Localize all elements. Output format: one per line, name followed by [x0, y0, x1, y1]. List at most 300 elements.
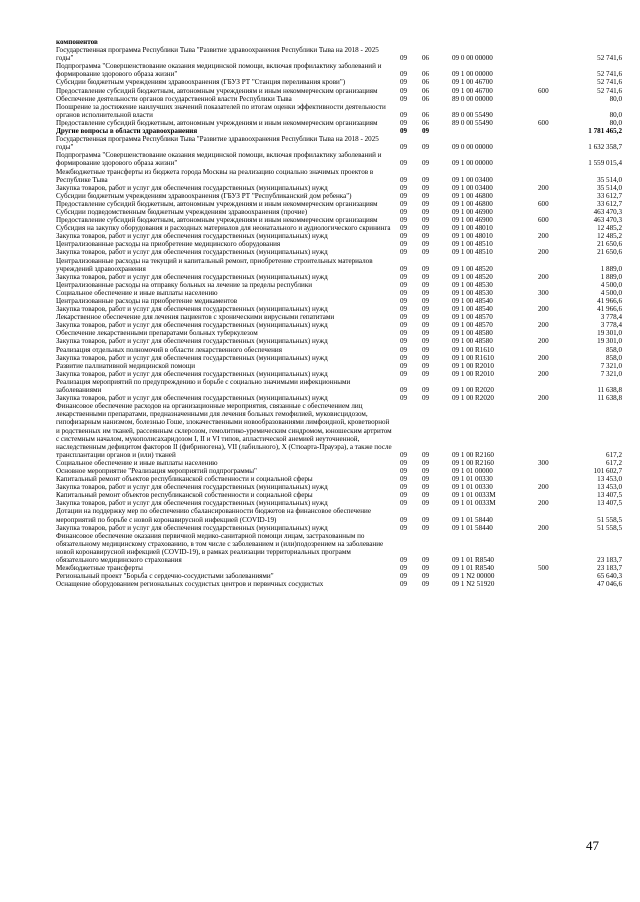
expense-type-code-cell: 500	[538, 564, 549, 573]
table-row	[56, 297, 622, 305]
table-row	[56, 313, 622, 321]
subsection-code-cell: 06	[422, 118, 430, 127]
target-item-code-cell: 09 1 00 48510	[452, 240, 493, 249]
amount-cell: 858,0	[606, 353, 622, 362]
expense-type-code-cell	[538, 192, 566, 200]
row-name-cell: Реализация отдельных полномочий в области лекарственного обеспечения	[56, 345, 282, 354]
amount-cell: 19 301,0	[597, 337, 622, 346]
row-name-cell: Закупка товаров, работ и услуг для обеспечения государственных (муниципальных) нужд	[56, 248, 328, 257]
table-row	[56, 459, 622, 467]
target-item-code-cell: 09 1 00 R2010	[452, 369, 494, 378]
row-name-cell: Подпрограмма "Совершенствование оказания медицинской помощи, включая профилактику заболеваний и формирование здорового образа жизни"	[56, 62, 382, 79]
expense-type-code-cell	[538, 329, 566, 337]
section-code-cell	[400, 38, 422, 46]
table-row	[56, 491, 622, 499]
table-row	[56, 208, 622, 216]
subsection-code-cell: 09	[422, 216, 430, 225]
subsection-code-cell: 09	[422, 572, 430, 581]
expense-type-code-cell	[538, 297, 566, 305]
subsection-code-cell: 09	[422, 199, 430, 208]
subsection-code-cell: 09	[422, 272, 430, 281]
row-name-cell: Субсидии бюджетным учреждениям здравоохранения (ГБУЗ РТ "Республиканский дом ребенка")	[56, 191, 352, 200]
section-code-cell: 09	[400, 523, 408, 532]
row-name-cell: Оснащение оборудованием региональных сосудистых центров и первичных сосудистых	[56, 580, 324, 589]
section-code-cell: 09	[400, 499, 408, 508]
subsection-code-cell: 09	[422, 353, 430, 362]
expense-type-code-cell	[538, 475, 566, 483]
subsection-code-cell: 09	[422, 191, 430, 200]
target-item-code-cell: 09 1 00 46900	[452, 207, 493, 216]
subsection-code-cell: 06	[422, 94, 430, 103]
subsection-code-cell: 09	[422, 313, 430, 322]
expense-type-code-cell: 200	[538, 305, 549, 314]
expense-type-code-cell	[538, 168, 566, 184]
row-name-cell: Закупка товаров, работ и услуг для обеспечения государственных (муниципальных) нужд	[56, 337, 328, 346]
table-row	[56, 127, 622, 135]
target-item-code-cell: 09 1 00 46800	[452, 191, 493, 200]
row-name-cell: Финансовое обеспечение расходов на организационные мероприятия, связанные с обеспечением лиц лекарственными препаратами, предназначенными для лечения больных гемофилией, муковисцидозом, гипофизарным нанизмом, болезнью Гоше, злокачественными новообразованиями лимфоидной, кроветворной и родственных им тканей, рассеянным склерозом, гемолитико-уремическим синдромом, юношеским артритом с системным началом, мукополисахаридозом I, II и VI типов, апластической анемией неуточненной, наследственным дефицитом факторов II (фибриногена), VII (лабильного), X (Стюарта-Прауэра), а также после трансплантации органов и (или) тканей	[56, 402, 392, 459]
amount-cell: 41 966,6	[597, 297, 622, 305]
amount-cell: 13 453,0	[597, 483, 622, 492]
target-item-code-cell: 09 1 00 46800	[452, 199, 493, 208]
subsection-code-cell: 09	[422, 175, 430, 184]
table-row	[56, 362, 622, 370]
row-name-cell: Централизованные расходы на текущий и капитальный ремонт, приобретение строительных материалов учреждений здравоохранения	[56, 256, 373, 273]
row-name-cell: Капитальный ремонт объектов республиканской собственности и социальной сферы	[56, 491, 313, 500]
target-item-code-cell: 09 1 00 R1610	[452, 345, 494, 354]
row-name-cell: Финансовое обеспечение оказания первичной медико-санитарной помощи лицам, застрахованным по обязательному медицинскому страхованию, в том числе с заболеванием и (или)подозрением на заболевание новой коронавирусной инфекцией (COVID-19), в рамках реализации территориальных программ обязательного медицинского страхования	[56, 531, 384, 564]
row-name-cell: Закупка товаров, работ и услуг для обеспечения государственных (муниципальных) нужд	[56, 499, 328, 508]
subsection-code-cell: 09	[422, 337, 430, 346]
target-item-code-cell: 09 1 01 58440	[452, 523, 493, 532]
amount-cell: 11 638,8	[597, 386, 622, 395]
row-name-cell: Капитальный ремонт объектов республиканской собственности и социальной сферы	[56, 475, 313, 484]
row-name-cell: Предоставление субсидий бюджетным, автономным учреждениям и иным некоммерческим организациям	[56, 118, 378, 127]
section-code-cell: 09	[400, 86, 408, 95]
section-code-cell: 09	[400, 232, 408, 241]
subsection-code-cell: 09	[422, 556, 430, 564]
row-name-cell: Закупка товаров, работ и услуг для обеспечения государственных (муниципальных) нужд	[56, 394, 328, 403]
section-code-cell: 09	[400, 466, 408, 475]
expense-type-code-cell: 200	[538, 483, 549, 492]
section-code-cell: 09	[400, 394, 408, 403]
amount-cell: 21 650,6	[597, 248, 622, 257]
section-code-cell: 09	[400, 70, 408, 79]
target-item-code-cell: 09 1 00 R2020	[452, 394, 494, 403]
target-item-code-cell: 09 1 00 00000	[452, 159, 493, 168]
target-item-code-cell: 09 1 01 R8540	[452, 556, 494, 564]
row-name-cell: Закупка товаров, работ и услуг для обеспечения государственных (муниципальных) нужд	[56, 353, 328, 362]
target-item-code-cell	[452, 127, 538, 135]
table-row	[56, 248, 622, 256]
row-name-cell: Закупка товаров, работ и услуг для обеспечения государственных (муниципальных) нужд	[56, 183, 328, 192]
section-code-cell: 09	[400, 207, 408, 216]
row-name-cell: Закупка товаров, работ и услуг для обеспечения государственных (муниципальных) нужд	[56, 272, 328, 281]
section-code-cell: 09	[400, 572, 408, 581]
subsection-code-cell: 09	[422, 280, 430, 289]
section-code-cell: 09	[400, 515, 408, 524]
subsection-code-cell: 06	[422, 78, 430, 87]
target-item-code-cell: 09 1 00 R2020	[452, 386, 494, 395]
row-name-cell: компонентов	[56, 38, 98, 46]
table-row	[56, 216, 622, 224]
row-name-cell: Централизованные расходы на приобретение медицинского оборудования	[56, 240, 281, 249]
section-code-cell: 09	[400, 94, 408, 103]
subsection-code-cell: 09	[422, 143, 430, 152]
amount-cell: 13 453,0	[597, 475, 622, 484]
row-name-cell: Закупка товаров, работ и услуг для обеспечения государственных (муниципальных) нужд	[56, 305, 328, 314]
section-code-cell: 09	[400, 386, 408, 395]
expense-type-code-cell: 600	[538, 216, 549, 225]
section-code-cell: 09	[400, 305, 408, 314]
amount-cell: 858,0	[606, 345, 622, 354]
amount-cell: 1 781 465,2	[588, 127, 622, 136]
table-row	[56, 87, 622, 95]
table-row	[56, 168, 622, 184]
section-code-cell: 09	[400, 118, 408, 127]
amount-cell: 463 470,3	[593, 216, 622, 225]
expense-type-code-cell	[538, 378, 566, 394]
row-name-cell: Основное мероприятие "Реализация мероприятий подпрограммы"	[56, 466, 257, 475]
target-item-code-cell: 09 1 00 48580	[452, 329, 493, 338]
section-code-cell: 09	[400, 248, 408, 257]
row-name-cell: Обеспечение лекарственными препаратами больных туберкулезом	[56, 329, 258, 338]
row-name-cell: Государственная программа Республики Тыва "Развитие здравоохранения Республики Тыва на 2018 - 2025 годы"	[56, 135, 379, 152]
row-name-cell: Другие вопросы в области здравоохранения	[56, 127, 198, 136]
subsection-code-cell: 09	[422, 564, 430, 573]
section-code-cell: 09	[400, 564, 408, 573]
target-item-code-cell: 09 1 01 58440	[452, 515, 493, 524]
amount-cell: 35 514,0	[597, 183, 622, 192]
section-code-cell: 09	[400, 199, 408, 208]
row-name-cell: Дотации на поддержку мер по обеспечению сбалансированности бюджетов на финансовое обеспечение мероприятий по борьбе с новой коронавирусной инфекцией (COVID-19)	[56, 507, 371, 524]
subsection-code-cell: 09	[422, 369, 430, 378]
row-name-cell: Межбюджетные трансферты	[56, 564, 143, 573]
target-item-code-cell: 09 1 N2 51920	[452, 580, 495, 589]
target-item-code-cell: 89 0 00 00000	[452, 94, 493, 103]
target-item-code-cell	[452, 38, 538, 46]
expense-type-code-cell: 200	[538, 337, 549, 346]
expense-type-code-cell: 200	[538, 394, 549, 403]
table-row	[56, 135, 622, 151]
row-name-cell: Реализация мероприятий по предупреждению и борьбе с социально значимыми инфекционными заболеваниями	[56, 377, 351, 395]
section-code-cell: 09	[400, 224, 408, 233]
target-item-code-cell: 09 1 00 R2010	[452, 361, 494, 370]
amount-cell: 80,0	[609, 110, 622, 119]
amount-cell: 47 046,6	[597, 580, 622, 589]
target-item-code-cell: 09 1 00 48010	[452, 232, 493, 241]
table-row	[56, 394, 622, 402]
table-row	[56, 224, 622, 232]
target-item-code-cell: 89 0 00 55490	[452, 110, 493, 119]
section-code-cell: 09	[400, 580, 408, 589]
row-name-cell: Социальное обеспечение и иные выплаты населению	[56, 458, 218, 467]
section-code-cell: 09	[400, 337, 408, 346]
expense-type-code-cell	[538, 240, 566, 248]
amount-cell: 23 183,7	[597, 564, 622, 573]
subsection-code-cell	[422, 38, 452, 46]
expense-type-code-cell	[538, 580, 566, 588]
target-item-code-cell: 09 1 00 48540	[452, 297, 493, 305]
expense-type-code-cell	[538, 467, 566, 475]
target-item-code-cell: 09 1 00 R2160	[452, 458, 494, 467]
amount-cell: 617,2	[606, 450, 622, 459]
subsection-code-cell: 09	[422, 386, 430, 395]
subsection-code-cell: 09	[422, 491, 430, 500]
expense-type-code-cell	[538, 135, 566, 151]
table-row	[56, 184, 622, 192]
subsection-code-cell: 09	[422, 523, 430, 532]
amount-cell: 51 558,5	[597, 523, 622, 532]
amount-cell: 463 470,3	[593, 207, 622, 216]
subsection-code-cell: 09	[422, 159, 430, 168]
table-row	[56, 38, 622, 46]
table-row	[56, 337, 622, 345]
target-item-code-cell: 09 1 00 46900	[452, 216, 493, 225]
subsection-code-cell: 09	[422, 240, 430, 249]
subsection-code-cell: 09	[422, 297, 430, 305]
section-code-cell: 09	[400, 329, 408, 338]
section-code-cell: 09	[400, 264, 408, 273]
table-row	[56, 273, 622, 281]
subsection-code-cell: 09	[422, 248, 430, 257]
table-row	[56, 200, 622, 208]
table-row	[56, 580, 622, 588]
row-name-cell: Межбюджетные трансферты из бюджета города Москвы на реализацию социально значимых проектов в Республике Тыва	[56, 167, 374, 184]
table-row	[56, 103, 622, 119]
table-row	[56, 378, 622, 394]
target-item-code-cell: 09 1 00 48520	[452, 272, 493, 281]
expense-type-code-cell	[538, 46, 566, 62]
table-row	[56, 305, 622, 313]
table-row	[56, 467, 622, 475]
amount-cell: 1 889,0	[600, 272, 622, 281]
page-number: 47	[586, 838, 599, 853]
subsection-code-cell: 06	[422, 110, 430, 119]
row-name-cell: Централизованные расходы на приобретение медикаментов	[56, 297, 238, 305]
table-row	[56, 192, 622, 200]
table-row	[56, 354, 622, 362]
section-code-cell: 09	[400, 288, 408, 297]
table-row	[56, 321, 622, 329]
amount-cell: 19 301,0	[597, 329, 622, 338]
subsection-code-cell: 09	[422, 515, 430, 524]
subsection-code-cell: 09	[422, 483, 430, 492]
subsection-code-cell: 06	[422, 54, 430, 63]
row-name-cell: Обеспечение деятельности органов государственной власти Республики Тыва	[56, 94, 292, 103]
table-row	[56, 289, 622, 297]
subsection-code-cell: 09	[422, 345, 430, 354]
subsection-code-cell: 09	[422, 264, 430, 273]
row-name-cell: Субсидия на закупку оборудования и расходных материалов для неонатального и аудиологического скрининга	[56, 224, 391, 233]
subsection-code-cell: 09	[422, 466, 430, 475]
expense-type-code-cell: 200	[538, 232, 549, 241]
target-item-code-cell: 09 1 00 R2160	[452, 450, 494, 459]
amount-cell: 3 778,4	[600, 321, 622, 330]
amount-cell: 80,0	[609, 118, 622, 127]
table-row	[56, 257, 622, 273]
table-row	[56, 370, 622, 378]
row-name-cell: Поощрение за достижение наилучших значений показателей по итогам оценки эффективности деятельности органов исполнительной власти	[56, 102, 386, 119]
expense-type-code-cell	[538, 402, 566, 459]
amount-cell: 33 612,7	[597, 199, 622, 208]
subsection-code-cell: 09	[422, 288, 430, 297]
row-name-cell: Закупка товаров, работ и услуг для обеспечения государственных (муниципальных) нужд	[56, 523, 328, 532]
row-name-cell: Предоставление субсидий бюджетным, автономным учреждениям и иным некоммерческим организациям	[56, 199, 378, 208]
subsection-code-cell: 09	[422, 361, 430, 370]
subsection-code-cell: 09	[422, 394, 430, 403]
table-row	[56, 281, 622, 289]
table-row	[56, 402, 622, 459]
subsection-code-cell: 09	[422, 329, 430, 338]
row-name-cell: Субсидии подведомственным бюджетным учреждениям здравоохранения (прочие)	[56, 207, 308, 216]
amount-cell: 80,0	[609, 94, 622, 103]
amount-cell: 65 640,3	[597, 572, 622, 581]
expense-type-code-cell	[538, 507, 566, 523]
row-name-cell: Субсидии бюджетным учреждениям здравоохранения (ГБУЗ РТ "Станция переливания крови")	[56, 78, 346, 87]
target-item-code-cell: 09 0 00 00000	[452, 54, 493, 63]
amount-cell: 1 889,0	[600, 264, 622, 273]
amount-cell: 21 650,6	[597, 240, 622, 249]
row-name-cell: Закупка товаров, работ и услуг для обеспечения государственных (муниципальных) нужд	[56, 483, 328, 492]
expense-type-code-cell: 200	[538, 499, 549, 508]
expense-type-code-cell: 600	[538, 86, 549, 95]
section-code-cell: 09	[400, 556, 408, 564]
subsection-code-cell: 09	[422, 475, 430, 484]
amount-cell: 33 612,7	[597, 191, 622, 200]
section-code-cell: 09	[400, 175, 408, 184]
budget-table	[56, 38, 622, 588]
row-name-cell: Предоставление субсидий бюджетным, автономным учреждениям и иным некоммерческим организациям	[56, 216, 378, 225]
expense-type-code-cell: 300	[538, 288, 549, 297]
subsection-code-cell: 09	[422, 450, 430, 459]
target-item-code-cell: 09 1 00 48580	[452, 337, 493, 346]
target-item-code-cell: 09 1 00 46700	[452, 86, 493, 95]
subsection-code-cell: 09	[422, 232, 430, 241]
table-row	[56, 78, 622, 86]
section-code-cell: 09	[400, 272, 408, 281]
target-item-code-cell: 09 1 00 48510	[452, 248, 493, 257]
target-item-code-cell: 09 1 00 48570	[452, 313, 493, 322]
table-row	[56, 119, 622, 127]
amount-cell	[566, 38, 622, 46]
subsection-code-cell: 09	[422, 183, 430, 192]
expense-type-code-cell: 200	[538, 272, 549, 281]
table-row	[56, 524, 622, 532]
table-row	[56, 232, 622, 240]
table-row	[56, 151, 622, 167]
target-item-code-cell: 09 1 00 48530	[452, 280, 493, 289]
expense-type-code-cell	[538, 281, 566, 289]
target-item-code-cell: 09 1 00 48570	[452, 321, 493, 330]
row-name-cell: Предоставление субсидий бюджетным, автономным учреждениям и иным некоммерческим организациям	[56, 86, 378, 95]
expense-type-code-cell	[538, 362, 566, 370]
amount-cell: 52 741,6	[597, 86, 622, 95]
expense-type-code-cell: 200	[538, 248, 549, 257]
table-row	[56, 475, 622, 483]
amount-cell: 4 500,0	[600, 288, 622, 297]
target-item-code-cell: 09 1 00 03400	[452, 183, 493, 192]
expense-type-code-cell: 200	[538, 353, 549, 362]
amount-cell: 52 741,6	[597, 78, 622, 87]
amount-cell: 1 632 358,7	[588, 143, 622, 152]
section-code-cell: 09	[400, 240, 408, 249]
target-item-code-cell: 09 0 00 00000	[452, 143, 493, 152]
expense-type-code-cell	[538, 572, 566, 580]
table-row	[56, 564, 622, 572]
section-code-cell: 09	[400, 78, 408, 87]
amount-cell: 35 514,0	[597, 175, 622, 184]
expense-type-code-cell: 200	[538, 183, 549, 192]
expense-type-code-cell: 600	[538, 118, 549, 127]
row-name-cell: Региональный проект "Борьба с сердечно-сосудистыми заболеваниями"	[56, 572, 274, 581]
amount-cell: 41 966,6	[597, 305, 622, 314]
table-row	[56, 62, 622, 78]
row-name-cell: Закупка товаров, работ и услуг для обеспечения государственных (муниципальных) нужд	[56, 369, 328, 378]
target-item-code-cell: 09 1 00 00000	[452, 70, 493, 79]
target-item-code-cell: 09 1 00 48010	[452, 224, 493, 233]
target-item-code-cell: 09 1 00 48520	[452, 264, 493, 273]
amount-cell: 1 559 015,4	[588, 159, 622, 168]
expense-type-code-cell	[538, 95, 566, 103]
expense-type-code-cell	[538, 78, 566, 86]
amount-cell: 52 741,6	[597, 70, 622, 79]
amount-cell: 617,2	[606, 458, 622, 467]
target-item-code-cell: 09 1 N2 00000	[452, 572, 495, 581]
target-item-code-cell: 09 1 01 00330	[452, 483, 493, 492]
row-name-cell: Централизованные расходы на отправку больных на лечение за пределы республики	[56, 280, 313, 289]
row-name-cell: Закупка товаров, работ и услуг для обеспечения государственных (муниципальных) нужд	[56, 321, 328, 330]
expense-type-code-cell	[538, 491, 566, 499]
table-row	[56, 507, 622, 523]
subsection-code-cell: 09	[422, 499, 430, 508]
section-code-cell: 09	[400, 183, 408, 192]
subsection-code-cell: 09	[422, 580, 430, 589]
target-item-code-cell: 09 1 01 0033M	[452, 499, 496, 508]
section-code-cell: 09	[400, 353, 408, 362]
section-code-cell: 09	[400, 110, 408, 119]
target-item-code-cell: 09 1 00 R1610	[452, 353, 494, 362]
expense-type-code-cell	[538, 224, 566, 232]
expense-type-code-cell: 200	[538, 523, 549, 532]
amount-cell: 11 638,8	[597, 394, 622, 403]
target-item-code-cell: 09 1 00 48540	[452, 305, 493, 314]
table-row	[56, 240, 622, 248]
amount-cell: 4 500,0	[600, 280, 622, 289]
expense-type-code-cell	[538, 151, 566, 167]
table-row	[56, 46, 622, 62]
target-item-code-cell: 09 1 01 0033M	[452, 491, 496, 500]
amount-cell: 23 183,7	[597, 556, 622, 564]
expense-type-code-cell	[538, 62, 566, 78]
table-row	[56, 499, 622, 507]
section-code-cell: 09	[400, 458, 408, 467]
target-item-code-cell: 09 1 01 00330	[452, 475, 493, 484]
section-code-cell: 09	[400, 191, 408, 200]
target-item-code-cell: 09 1 00 48530	[452, 288, 493, 297]
amount-cell: 13 407,5	[597, 499, 622, 508]
section-code-cell: 09	[400, 127, 408, 136]
table-row	[56, 95, 622, 103]
subsection-code-cell: 09	[422, 224, 430, 233]
target-item-code-cell: 09 1 01 00000	[452, 466, 493, 475]
subsection-code-cell: 09	[422, 458, 430, 467]
amount-cell: 7 321,0	[600, 369, 622, 378]
subsection-code-cell: 09	[422, 127, 430, 136]
amount-cell: 101 602,7	[593, 466, 622, 475]
section-code-cell: 09	[400, 54, 408, 63]
section-code-cell: 09	[400, 483, 408, 492]
